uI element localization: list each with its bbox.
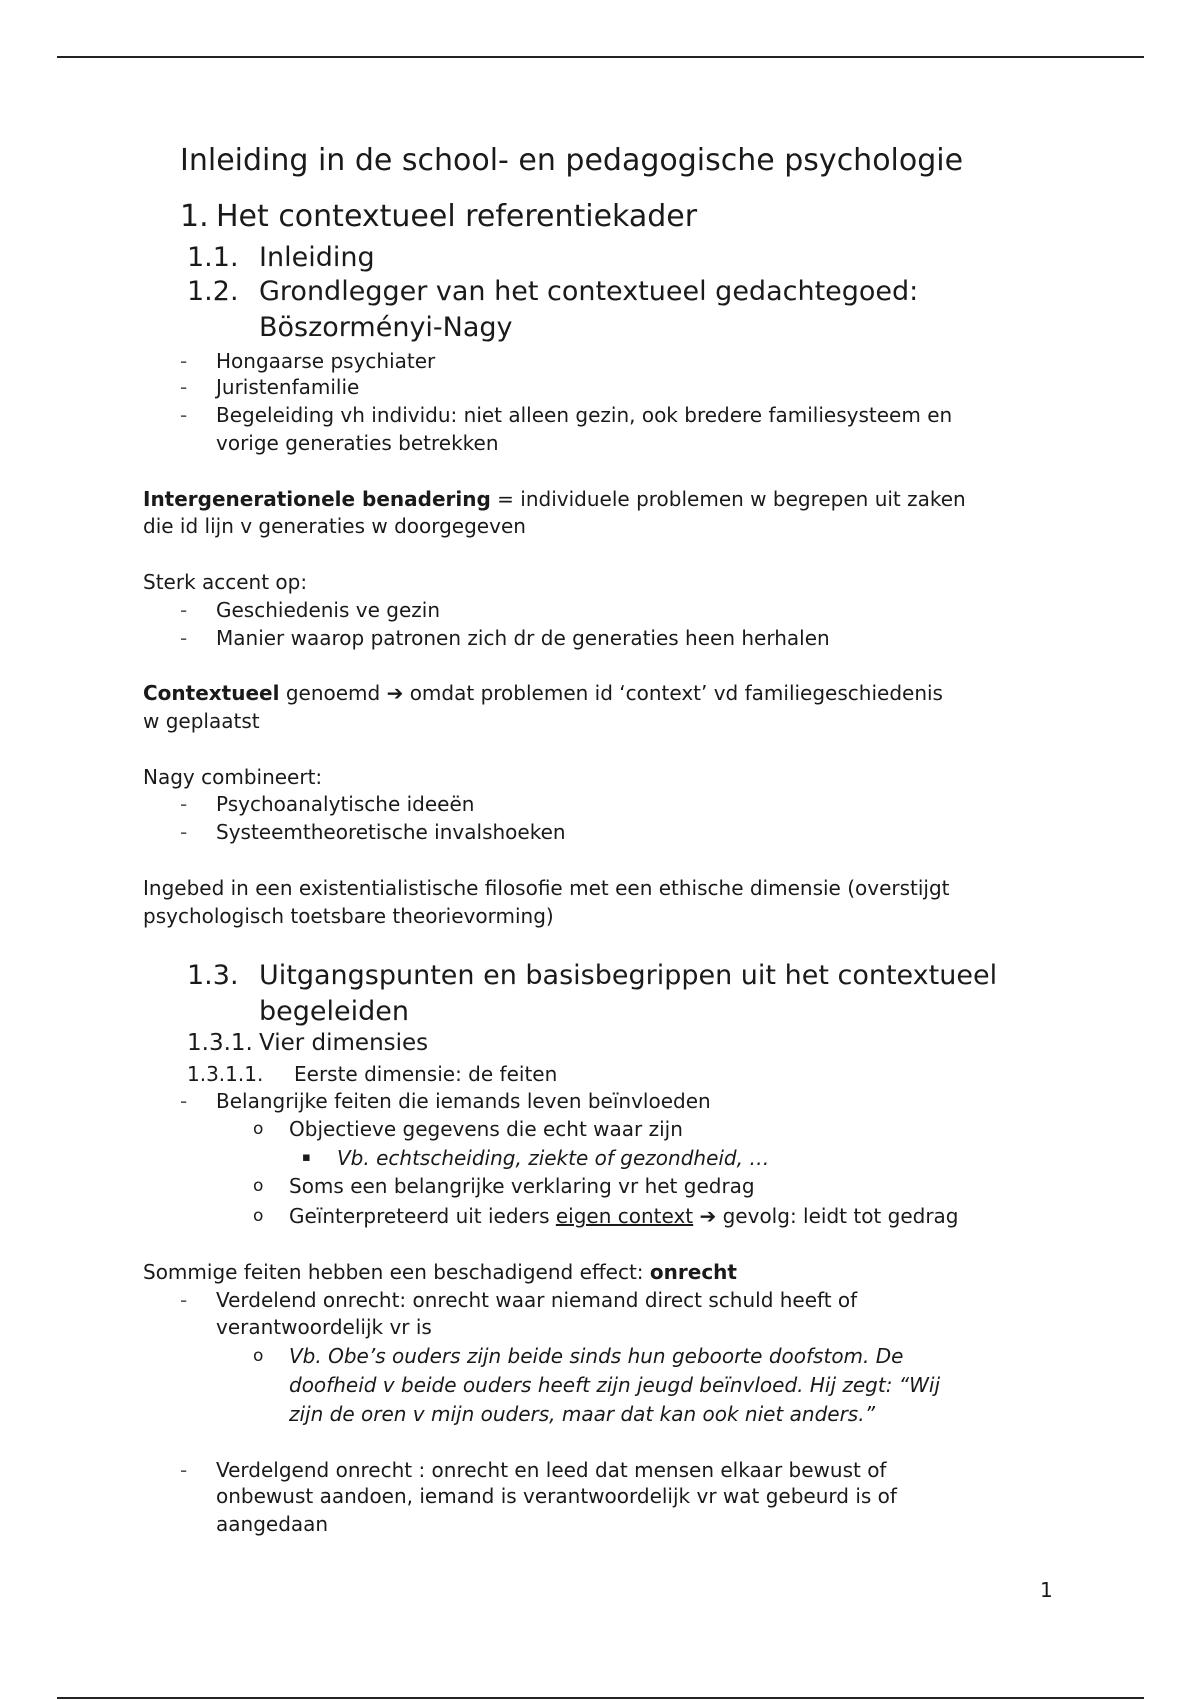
example-text: doofheid v beide ouders heeft zijn jeugd beïnvloed. Hij zegt: “Wij — [289, 1373, 941, 1397]
heading-text: Uitgangspunten en basisbegrippen uit het contextueel — [259, 960, 998, 991]
example-text: Vb. Obe’s ouders zijn beide sinds hun geboorte doofstom. De — [289, 1344, 904, 1368]
heading-number: 1.3.1. — [187, 1030, 253, 1056]
dash-bullet: - — [180, 792, 188, 816]
paragraph-line: psychologisch toetsbare theorievorming) — [143, 904, 554, 928]
heading-1-3-1-1 — [187, 1062, 557, 1086]
paragraph-combines: Nagy combineert: — [143, 765, 323, 789]
list-item-text: onbewust aandoen, iemand is verantwoordelijk vr wat gebeurd is of — [216, 1484, 897, 1508]
list-item-text: Begeleiding vh individu: niet alleen gezin, ook bredere familiesysteem en — [216, 403, 953, 427]
circle-bullet: o — [253, 1346, 264, 1366]
sub-list-item-text: Soms een belangrijke verklaring vr het gedrag — [289, 1174, 755, 1198]
list-item-text: aangedaan — [216, 1512, 329, 1536]
circle-bullet: o — [253, 1206, 264, 1226]
underlined-text: eigen context — [555, 1204, 694, 1228]
example-text: Vb. echtscheiding, ziekte of gezondheid, … — [337, 1146, 770, 1170]
dash-bullet: - — [180, 1288, 188, 1312]
page-number: 1 — [1040, 1578, 1053, 1602]
heading-1-3-1 — [187, 1030, 428, 1056]
heading-number: 1.1. — [187, 242, 239, 273]
definition: = individuele problemen w begrepen uit zaken — [490, 487, 966, 511]
heading-text: Het contextueel referentiekader — [216, 199, 698, 234]
dash-bullet: - — [180, 1458, 188, 1482]
text-part: Geïnterpreteerd uit ieders — [289, 1204, 556, 1228]
term-bold: Contextueel — [143, 681, 280, 705]
list-item-text: Psychoanalytische ideeën — [216, 792, 475, 816]
term-bold: onrecht — [649, 1260, 737, 1284]
list-item-text: Geschiedenis ve gezin — [216, 598, 440, 622]
circle-bullet: o — [253, 1119, 264, 1139]
sub-list-item-text — [289, 1202, 959, 1230]
heading-number: 1. — [180, 199, 209, 234]
paragraph-accent: Sterk accent op: — [143, 570, 308, 594]
paragraph-text: Sommige feiten hebben een beschadigend effect: — [143, 1260, 650, 1284]
text-part: ➔ gevolg: leidt tot gedrag — [693, 1204, 959, 1228]
paragraph-text: genoemd ➔ omdat problemen id ‘context’ vd familiegeschiedenis — [279, 681, 943, 705]
heading-1 — [180, 199, 697, 234]
heading-text: Eerste dimensie: de feiten — [294, 1062, 558, 1086]
heading-number: 1.2. — [187, 276, 239, 307]
list-item-text: Verdelend onrecht: onrecht waar niemand direct schuld heeft of — [216, 1288, 858, 1312]
header-rule — [57, 56, 1144, 58]
list-item-text: Systeemtheoretische invalshoeken — [216, 820, 566, 844]
heading-text-cont: begeleiden — [259, 996, 409, 1027]
dash-bullet: - — [180, 349, 188, 373]
square-bullet: ▪ — [302, 1150, 311, 1165]
list-item-text: verantwoordelijk vr is — [216, 1315, 432, 1339]
dash-bullet: - — [180, 403, 188, 427]
paragraph-contextual — [143, 679, 943, 707]
paragraph-line — [143, 512, 526, 540]
heading-text: Inleiding — [259, 242, 375, 273]
list-item-text: Belangrijke feiten die iemands leven beïnvloeden — [216, 1089, 711, 1113]
dash-bullet: - — [180, 598, 188, 622]
footer-rule — [57, 1697, 1144, 1699]
heading-number: 1.3.1.1. — [187, 1062, 264, 1086]
list-item-text: Juristenfamilie — [216, 375, 360, 399]
list-item-text: Manier waarop patronen zich dr de generaties heen herhalen — [216, 626, 830, 650]
list-item-text: Hongaarse psychiater — [216, 349, 436, 373]
list-item-text: vorige generaties betrekken — [216, 431, 499, 455]
paragraph-embedded: Ingebed in een existentialistische filosofie met een ethische dimensie (overstijgt — [143, 876, 950, 900]
dash-bullet: - — [180, 1089, 188, 1113]
heading-text: Vier dimensies — [259, 1030, 429, 1056]
term-bold: Intergenerationele benadering — [143, 487, 491, 511]
dash-bullet: - — [180, 626, 188, 650]
list-item-text: Verdelgend onrecht : onrecht en leed dat mensen elkaar bewust of — [216, 1458, 887, 1482]
paragraph-injustice — [143, 1258, 737, 1286]
paragraph-line: w geplaatst — [143, 709, 260, 733]
document-title: Inleiding in de school- en pedagogische psychologie — [180, 143, 964, 178]
paragraph-intergenerational — [143, 485, 966, 513]
sub-list-item-text: Objectieve gegevens die echt waar zijn — [289, 1117, 683, 1141]
heading-text-cont: Böszorményi-Nagy — [259, 312, 513, 343]
dash-bullet: - — [180, 820, 188, 844]
definition-cont: die id lijn v generaties w doorgegeven — [143, 514, 526, 538]
heading-text: Grondlegger van het contextueel gedachtegoed: — [259, 276, 919, 307]
dash-bullet: - — [180, 375, 188, 399]
example-text: zijn de oren v mijn ouders, maar dat kan ook niet anders.” — [289, 1402, 875, 1426]
heading-number: 1.3. — [187, 960, 239, 991]
circle-bullet: o — [253, 1176, 264, 1196]
